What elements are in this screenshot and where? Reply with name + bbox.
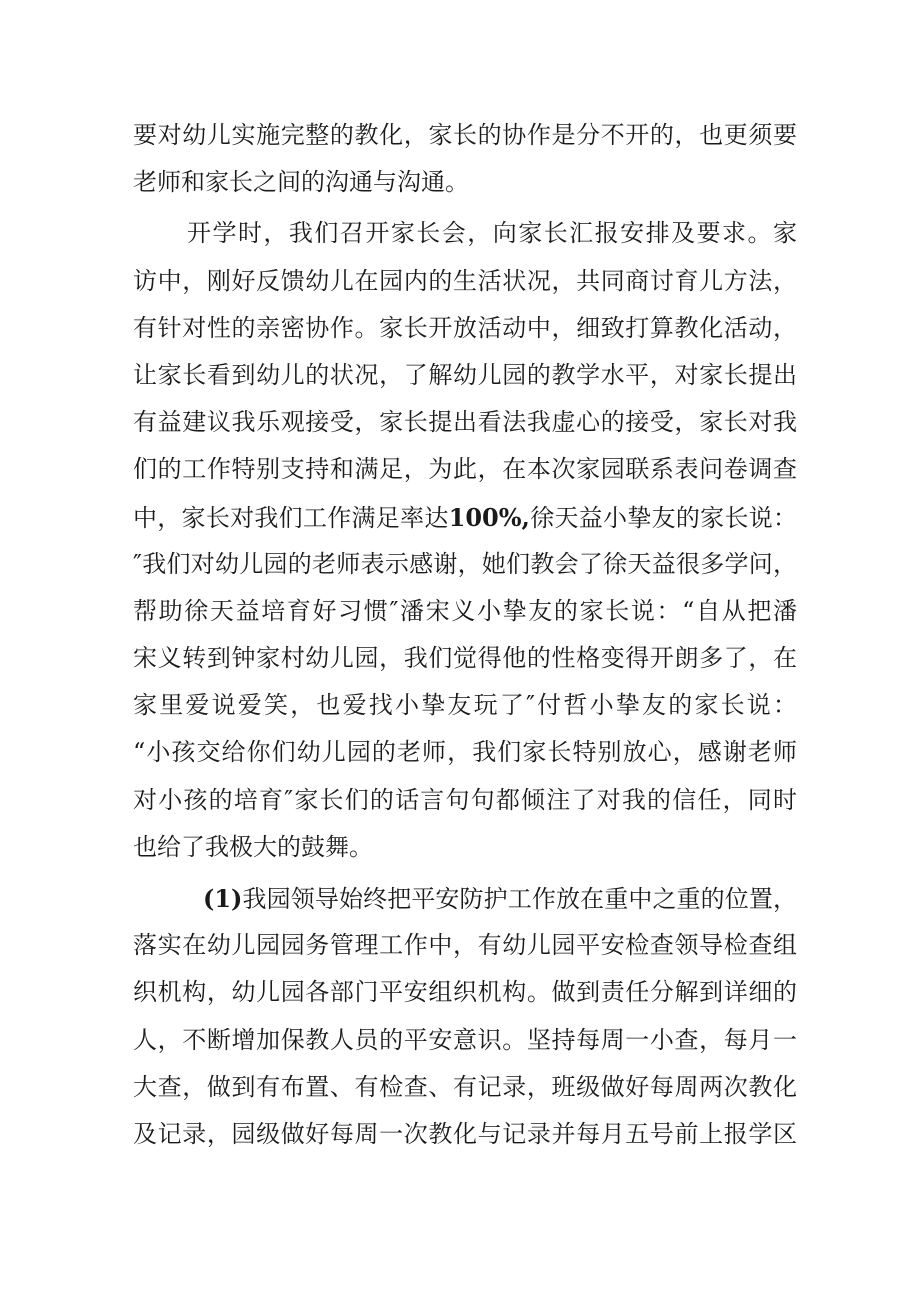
text-line: 要对幼儿实施完整的教化，家长的协作是分不开的，也更须要 — [133, 121, 797, 149]
paragraph-3 — [133, 875, 797, 1158]
document-body — [133, 112, 797, 1162]
text-line: 访中，刚好反馈幼儿在园内的生活状况，共同商讨育儿方法， — [133, 266, 797, 295]
bold-number: (1) — [203, 884, 243, 913]
text-line: 及记录，园级做好每周一次教化与记录并每月五号前上报学区 — [133, 1119, 797, 1148]
paragraph-1 — [133, 112, 797, 206]
text-line: 帮助徐天益培育好习惯″潘宋义小挚友的家长说：“自从把潘 — [133, 596, 797, 625]
text-line: 中，家长对我们工作满足率达100%,徐天益小挚友的家长说： — [133, 502, 798, 532]
text-line: 们的工作特别支持和满足，为此，在本次家园联系表问卷调查 — [133, 455, 797, 484]
paragraph-2 — [133, 210, 797, 871]
bold-number: 100%, — [448, 502, 530, 532]
text-line: 开学时，我们召开家长会，向家长汇报安排及要求。家 — [187, 219, 797, 248]
text-line: 织机构，幼儿园各部门平安组织机构。做到责任分解到详细的 — [133, 978, 797, 1007]
text-line: (1)我园领导始终把平安防护工作放在重中之重的位置， — [203, 884, 797, 913]
text-line: 家里爱说爱笑，也爱找小挚友玩了″付哲小挚友的家长说： — [133, 691, 797, 720]
text-line: 对小孩的培育″家长们的话言句句都倾注了对我的信任，同时 — [133, 785, 797, 814]
text-line: 大查，做到有布置、有检查、有记录，班级做好每周两次教化 — [133, 1072, 797, 1101]
text-line: 人，不断增加保教人员的平安意识。坚持每周一小查，每月一 — [133, 1025, 797, 1054]
text-line: 让家长看到幼儿的状况，了解幼儿园的教学水平，对家长提出 — [133, 360, 797, 389]
text-line: 宋义转到钟家村幼儿园，我们觉得他的性格变得开朗多了，在 — [133, 644, 797, 673]
text-line: ″我们对幼儿园的老师表示感谢，她们教会了徐天益很多学问， — [133, 549, 797, 578]
text-line: “小孩交给你们幼儿园的老师，我们家长特别放心，感谢老师 — [133, 738, 797, 767]
text-line: 有益建议我乐观接受，家长提出看法我虚心的接受，家长对我 — [133, 408, 797, 437]
text-line: 有针对性的亲密协作。家长开放活动中，细致打算教化活动， — [133, 313, 797, 342]
text-line: 落实在幼儿园园务管理工作中，有幼儿园平安检查领导检查组 — [133, 931, 797, 960]
text-line: 也给了我极大的鼓舞。 — [133, 832, 373, 861]
text-line: 老师和家长之间的沟通与沟通。 — [133, 168, 469, 197]
